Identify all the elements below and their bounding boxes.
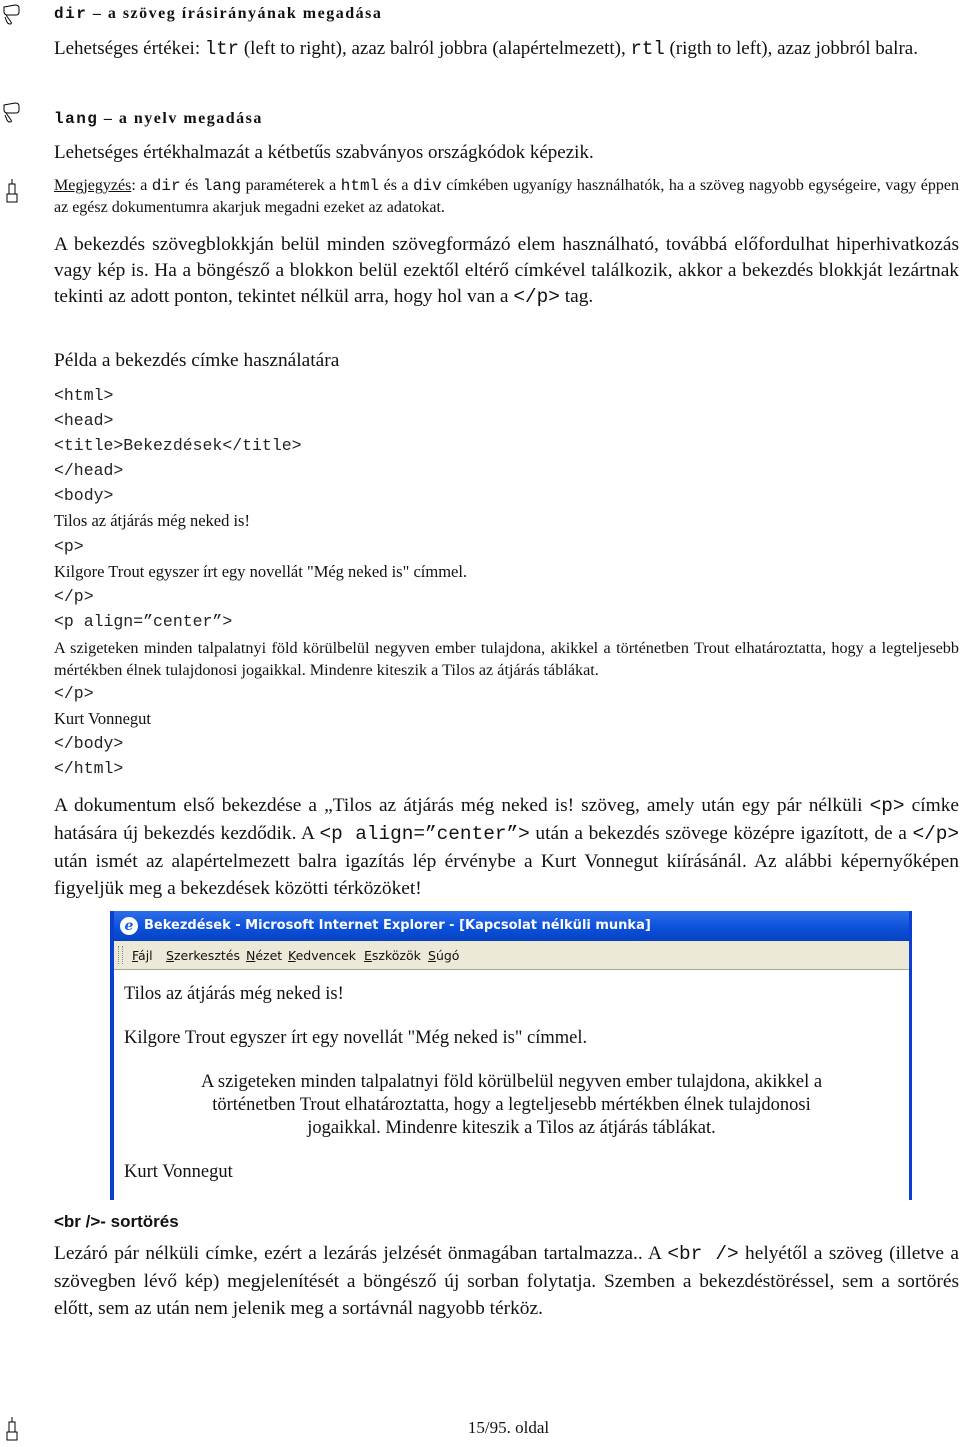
menu-view[interactable]: Nézet — [246, 948, 283, 963]
code-text-line: Kurt Vonnegut — [54, 709, 152, 728]
menu-tools[interactable]: Eszközök — [364, 948, 421, 963]
rendered-center-line: jogaikkal. Mindenre kiteszik a Tilos az átjárás táblákat. — [307, 1118, 716, 1138]
code-line: </html> — [54, 759, 124, 778]
code-line: </p> — [54, 684, 94, 703]
code-text-line: Kilgore Trout egyszer írt egy novellát "Még neked is" címmel. — [54, 562, 468, 581]
rendered-line: Tilos az átjárás még neked is! — [124, 984, 344, 1004]
menu-favorites[interactable]: Kedvencek — [288, 948, 357, 963]
rendered-center-line: A szigeteken minden talpalatnyi föld körülbelül negyven ember tulajdona, akikkel a — [200, 1072, 823, 1092]
browser-title: Bekezdések - Microsoft Internet Explorer - [Kapcsolat nélküli munka] — [144, 918, 651, 933]
code-line: </body> — [54, 734, 124, 753]
note: Megjegyzés: a dir és lang paraméterek a html és a div címkében ugyanígy használhatók, ha a szöveg nagyobb egységeire, vagy éppen az egész dokumentumra akarjuk megadni ezeket az adatokat. — [54, 177, 959, 216]
code-line: <html> — [54, 386, 114, 405]
dir-description: Lehetséges értékei: ltr (left to right), azaz balról jobbra (alapértelmezett), rtl (rigth to left), azaz jobbról balra. — [54, 38, 918, 60]
pointing-hand-icon — [2, 2, 22, 28]
example-title: Példa a bekezdés címke használatára — [54, 350, 340, 371]
rendered-line: Kilgore Trout egyszer írt egy novellát "Még neked is" címmel. — [124, 1028, 588, 1048]
lang-heading: lang – a nyelv megadása — [54, 110, 263, 128]
browser-content — [114, 970, 909, 1200]
code-text-line: Tilos az átjárás még neked is! — [54, 511, 250, 530]
code-line: <head> — [54, 411, 114, 430]
menu-file[interactable]: Fájl — [132, 948, 153, 963]
menu-help[interactable]: Súgó — [428, 948, 460, 963]
section-heading-br: <br />- sortörés — [54, 1212, 179, 1231]
pointing-hand-icon — [2, 100, 22, 126]
code-line: </p> — [54, 587, 94, 606]
dir-heading: dir – a szöveg írásirányának megadása — [54, 5, 383, 23]
menu-edit[interactable]: Szerkesztés — [166, 948, 240, 963]
internet-explorer-icon: e — [120, 917, 138, 935]
code-text-block: A szigeteken minden talpalatnyi föld körülbelül negyven ember tulajdona, akikkel a történetben Trout elhatároztatta, hogy a legteljesebb mértékben élnek tulajdonosi jogaikkal. Mindenre kiteszik a Tilos az átjárás táblákat. — [54, 639, 959, 679]
browser-menu-bar — [114, 941, 909, 970]
rendered-line: Kurt Vonnegut — [124, 1162, 233, 1182]
code-line: <title>Bekezdések</title> — [54, 436, 302, 455]
lang-description: Lehetséges értékhalmazát a kétbetűs szabványos országkódok képezik. — [54, 142, 594, 163]
code-line: <body> — [54, 486, 114, 505]
code-line: <p> — [54, 537, 84, 556]
summary-paragraph: A dokumentum első bekezdése a „Tilos az átjárás még neked is! szöveg, amely után egy pár nélküli <p> címke hatására új bekezdés kezdődik. A <p align=”center”> után a bekezdés szövege középre igazított, de a </p> után ismét az alapértelmezett balra igazítás lép érvénybe a Kurt Vonnegut kiírásánál. Az alábbi képernyőképen figyeljük meg a bekezdések közötti térközöket! — [54, 795, 960, 899]
toolbar-grip-icon — [118, 946, 123, 964]
pencil-icon — [2, 178, 22, 204]
page-number: 15/95. oldal — [467, 1418, 550, 1437]
br-paragraph: Lezáró pár nélküli címke, ezért a lezárás jelzését önmagában tartalmazza.. A <br /> helyétől a szöveg (illetve a szövegben lévő kép) megjelenítését a böngésző új sorban folytatja. Szemben a bekezdéstöréssel, sem a sortörés előtt, sem az után nem jelenik meg a sortávnál nagyobb térköz. — [54, 1243, 959, 1319]
rendered-center-line: történetben Trout elhatároztatta, hogy a legteljesebb mértékben élnek tulajdonosi — [212, 1095, 811, 1115]
paragraph-intro: A bekezdés szövegblokkján belül minden szövegformázó elem használható, továbbá előfordulhat hiperhivatkozás vagy kép is. Ha a böngésző a blokkon belül ezektől eltérő címkével találkozik, akkor a bekezdés blokkját lezártnak tekinti az adott ponton, tekintet nélkül arra, hogy hol van a </p> tag. — [54, 234, 959, 308]
code-line: <p align=”center”> — [54, 612, 233, 631]
browser-title-bar — [114, 911, 909, 941]
browser-screenshot — [110, 911, 912, 1200]
code-line: </head> — [54, 461, 124, 480]
